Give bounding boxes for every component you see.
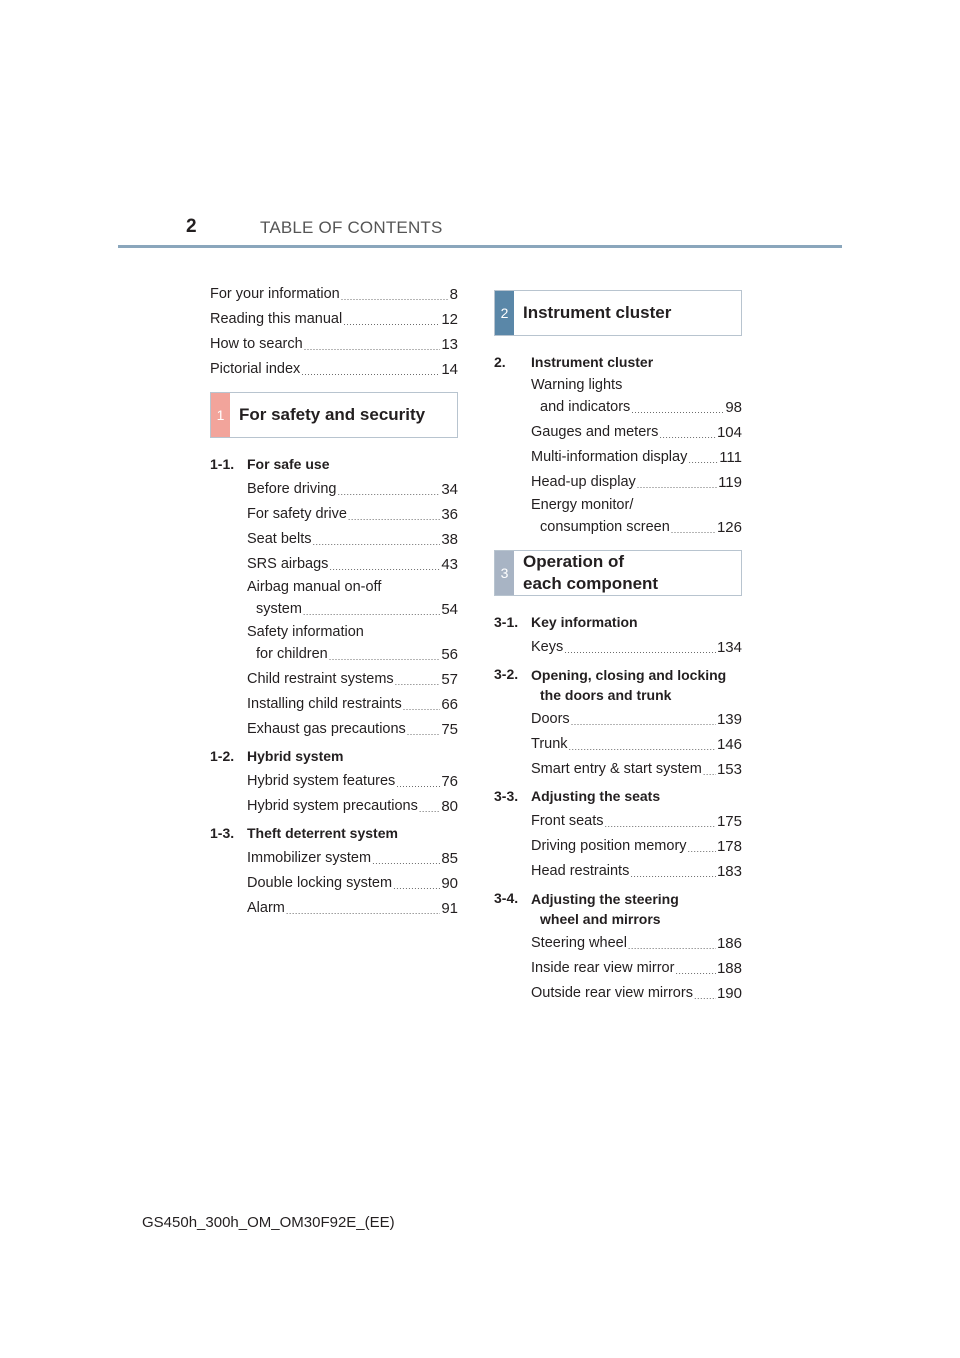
toc-entry[interactable]: Smart entry & start system ..... 153 (494, 757, 742, 782)
section-1-title: For safety and security (239, 405, 426, 424)
toc-entry[interactable]: Energy monitor/ consumption screen ..... 126 (494, 495, 742, 540)
toc-entry[interactable]: For your information ..... 8 (210, 282, 458, 307)
section-2-box[interactable] (494, 290, 742, 336)
toc-entry[interactable]: Alarm ..... 91 (210, 896, 458, 921)
page-number: 2 (186, 216, 197, 237)
group-heading[interactable]: 1-1. For safe use (210, 456, 330, 472)
toc-entry[interactable]: Steering wheel ..... 186 (494, 931, 742, 956)
toc-right-column (494, 290, 742, 1006)
section-1-box[interactable] (210, 392, 458, 438)
toc-entry[interactable]: Hybrid system features ..... 76 (210, 769, 458, 794)
page-ref: 14 (441, 361, 458, 378)
toc-entry[interactable]: Multi-information display ..... 111 (494, 445, 742, 470)
toc-entry[interactable]: Gauges and meters ..... 104 (494, 420, 742, 445)
toc-entry[interactable]: Reading this manual ..... 12 (210, 307, 458, 332)
page-ref: 8 (449, 286, 458, 303)
toc-entry[interactable]: Double locking system ..... 90 (210, 871, 458, 896)
page-ref: 13 (441, 336, 458, 353)
toc-entry[interactable]: Driving position memory ..... 178 (494, 834, 742, 859)
toc-entry[interactable]: Immobilizer system ..... 85 (210, 846, 458, 871)
leader-dots (341, 288, 449, 307)
leader-dots (304, 338, 441, 357)
toc-entry[interactable]: For safety drive ..... 36 (210, 502, 458, 527)
toc-entry[interactable]: Seat belts ..... 38 (210, 527, 458, 552)
toc-entry[interactable]: SRS airbags ..... 43 (210, 552, 458, 577)
section-2-tab: 2 (495, 291, 514, 335)
toc-entry[interactable]: Head-up display ..... 119 (494, 470, 742, 495)
toc-entry[interactable]: Trunk ..... 146 (494, 732, 742, 757)
toc-entry[interactable]: Head restraints ..... 183 (494, 859, 742, 884)
toc-left-column (210, 282, 458, 921)
document-code: GS450h_300h_OM_OM30F92E_(EE) (142, 1214, 395, 1231)
section-3-title: Operation of each component (523, 552, 659, 593)
toc-entry[interactable]: Inside rear view mirror ..... 188 (494, 956, 742, 981)
intro-list (210, 282, 458, 382)
toc-entry[interactable]: Installing child restraints ..... 66 (210, 692, 458, 717)
group-heading[interactable]: 3-1. Key information (494, 614, 638, 630)
leader-dots (343, 313, 440, 332)
toc-entry[interactable]: Before driving ..... 34 (210, 477, 458, 502)
section-3-groups (494, 610, 742, 1006)
group-heading[interactable]: 3-2. Opening, closing and locking the doors and trunk (494, 666, 727, 703)
toc-entry[interactable]: Warning lights and indicators ..... 98 (494, 375, 742, 420)
toc-entry[interactable]: Hybrid system precautions ..... 80 (210, 794, 458, 819)
toc-entry[interactable]: Exhaust gas precautions ..... 75 (210, 717, 458, 742)
group-heading[interactable]: 3-4. Adjusting the steering wheel and mirrors (494, 890, 679, 927)
section-2-groups (494, 350, 742, 540)
page-ref: 12 (441, 311, 458, 328)
header-title: TABLE OF CONTENTS (260, 218, 443, 237)
section-3-box[interactable] (494, 550, 742, 596)
group-heading[interactable]: 2. Instrument cluster (494, 354, 654, 370)
group-heading[interactable]: 3-3. Adjusting the seats (494, 788, 661, 804)
toc-entry[interactable]: Keys ..... 134 (494, 635, 742, 660)
toc-entry[interactable]: Airbag manual on-off system ..... 54 (210, 577, 458, 622)
toc-entry[interactable]: Doors ..... 139 (494, 707, 742, 732)
leader-dots (301, 363, 440, 382)
toc-entry[interactable]: How to search ..... 13 (210, 332, 458, 357)
section-1-tab: 1 (211, 393, 230, 437)
toc-entry[interactable]: Child restraint systems ..... 57 (210, 667, 458, 692)
toc-entry[interactable]: Outside rear view mirrors ..... 190 (494, 981, 742, 1006)
section-1-groups (210, 452, 458, 921)
page-header (118, 212, 842, 248)
toc-entry[interactable]: Safety information for children ..... 56 (210, 622, 458, 667)
toc-entry[interactable]: Pictorial index ..... 14 (210, 357, 458, 382)
section-2-title: Instrument cluster (523, 303, 672, 322)
group-heading[interactable]: 1-3. Theft deterrent system (210, 825, 398, 841)
toc-entry[interactable]: Front seats ..... 175 (494, 809, 742, 834)
section-3-tab: 3 (495, 551, 514, 595)
group-heading[interactable]: 1-2. Hybrid system (210, 748, 344, 764)
